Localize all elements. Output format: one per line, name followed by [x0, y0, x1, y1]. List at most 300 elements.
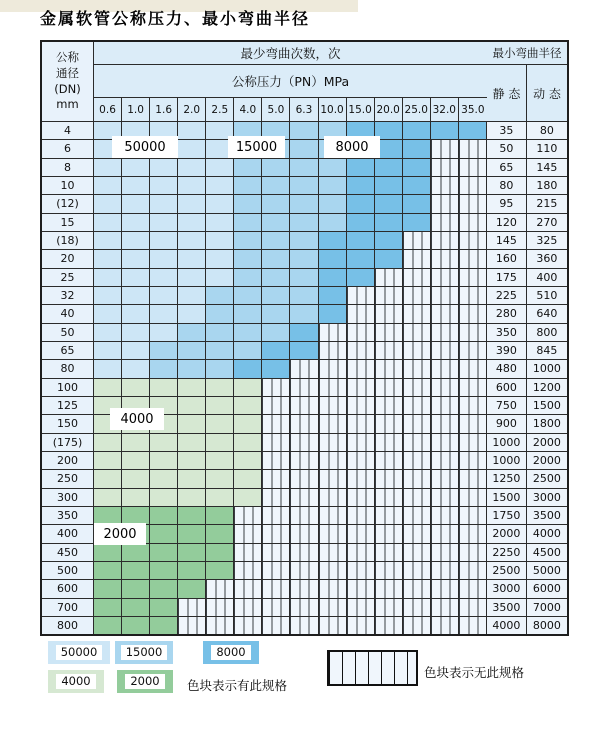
- static-radius-cell: 900: [487, 415, 527, 432]
- table-row: [42, 452, 567, 470]
- spec-cell: [122, 305, 150, 322]
- spec-cell: [150, 379, 178, 396]
- static-radius-cell: 3000: [487, 580, 527, 597]
- spec-cell: [290, 269, 318, 286]
- no-spec-cell: [262, 452, 290, 469]
- dynamic-radius-cell: 6000: [527, 580, 567, 597]
- dn-cell: (175): [42, 434, 94, 451]
- dynamic-radius-cell: 360: [527, 250, 567, 267]
- spec-cell: [94, 470, 122, 487]
- no-spec-cell: [459, 140, 487, 157]
- no-spec-cell: [347, 544, 375, 561]
- no-spec-cell: [234, 617, 262, 634]
- spec-cell: [234, 397, 262, 414]
- table-row: [42, 470, 567, 488]
- no-spec-cell: [459, 269, 487, 286]
- table-row: [42, 489, 567, 507]
- spec-cell: [262, 324, 290, 341]
- table-row: [42, 360, 567, 378]
- spec-cell: [206, 397, 234, 414]
- spec-cell: [206, 305, 234, 322]
- spec-cell: [150, 617, 178, 634]
- no-spec-cell: [403, 525, 431, 542]
- static-radius-cell: 120: [487, 214, 527, 231]
- spec-cell: [234, 452, 262, 469]
- no-spec-cell: [403, 470, 431, 487]
- spec-cell: [206, 360, 234, 377]
- table-header: [42, 42, 567, 122]
- spec-cell: [178, 397, 206, 414]
- no-spec-cell: [319, 525, 347, 542]
- pressure-tick: 25.0: [403, 98, 431, 121]
- spec-cell: [206, 415, 234, 432]
- bend-count-label: 50000: [112, 136, 178, 158]
- no-spec-cell: [431, 415, 459, 432]
- spec-cell: [234, 250, 262, 267]
- table-row: [42, 250, 567, 268]
- no-spec-cell: [459, 214, 487, 231]
- no-spec-cell: [375, 470, 403, 487]
- table-row: [42, 287, 567, 305]
- no-spec-cell: [403, 489, 431, 506]
- spec-cell: [290, 232, 318, 249]
- spec-cell: [150, 214, 178, 231]
- no-spec-cell: [347, 562, 375, 579]
- dynamic-radius-cell: 80: [527, 122, 567, 139]
- no-spec-cell: [347, 580, 375, 597]
- no-spec-cell: [234, 580, 262, 597]
- no-spec-cell: [319, 562, 347, 579]
- no-spec-cell: [319, 360, 347, 377]
- table-row: [42, 342, 567, 360]
- bend-count-label: 2000: [94, 523, 146, 545]
- spec-cell: [234, 287, 262, 304]
- no-spec-cell: [234, 544, 262, 561]
- spec-cell: [234, 269, 262, 286]
- static-radius-cell: 160: [487, 250, 527, 267]
- spec-cell: [94, 617, 122, 634]
- no-spec-cell: [459, 617, 487, 634]
- static-radius-cell: 1500: [487, 489, 527, 506]
- legend-swatch-label: 2000: [125, 674, 164, 690]
- spec-cell: [234, 342, 262, 359]
- no-spec-cell: [375, 287, 403, 304]
- spec-cell: [347, 250, 375, 267]
- static-radius-cell: 390: [487, 342, 527, 359]
- no-spec-cell: [459, 159, 487, 176]
- spec-cell: [290, 342, 318, 359]
- spec-cell: [178, 214, 206, 231]
- spec-cell: [290, 195, 318, 212]
- spec-cell: [94, 379, 122, 396]
- no-spec-cell: [459, 360, 487, 377]
- dynamic-radius-cell: 1500: [527, 397, 567, 414]
- spec-cell: [206, 507, 234, 524]
- no-spec-cell: [459, 379, 487, 396]
- pressure-tick: 1.6: [150, 98, 178, 121]
- dynamic-radius-cell: 7000: [527, 599, 567, 616]
- spec-cell: [234, 489, 262, 506]
- spec-cell: [403, 177, 431, 194]
- spec-cell: [150, 269, 178, 286]
- dn-cell: 8: [42, 159, 94, 176]
- static-radius-cell: 3500: [487, 599, 527, 616]
- dn-cell: 800: [42, 617, 94, 634]
- spec-cell: [94, 177, 122, 194]
- pressure-tick: 32.0: [431, 98, 459, 121]
- pressure-tick: 0.6: [94, 98, 122, 121]
- spec-cell: [178, 379, 206, 396]
- no-spec-cell: [290, 562, 318, 579]
- table-row: [42, 580, 567, 598]
- radius-header-group: [487, 42, 567, 121]
- spec-cell: [290, 140, 318, 157]
- dn-header-line: (DN): [54, 81, 81, 96]
- no-spec-cell: [290, 452, 318, 469]
- spec-cell: [94, 250, 122, 267]
- dynamic-radius-cell: 8000: [527, 617, 567, 634]
- dn-cell: 32: [42, 287, 94, 304]
- no-spec-cell: [431, 342, 459, 359]
- spec-cell: [94, 287, 122, 304]
- dn-header-cell: [42, 42, 94, 121]
- no-spec-cell: [403, 397, 431, 414]
- spec-cell: [178, 250, 206, 267]
- spec-cell: [206, 379, 234, 396]
- dn-cell: 100: [42, 379, 94, 396]
- spec-cell: [234, 232, 262, 249]
- spec-cell: [150, 250, 178, 267]
- spec-cell: [178, 269, 206, 286]
- no-spec-cell: [262, 379, 290, 396]
- dn-cell: (18): [42, 232, 94, 249]
- dn-cell: 10: [42, 177, 94, 194]
- no-spec-cell: [319, 379, 347, 396]
- spec-cell: [94, 580, 122, 597]
- spec-cell: [122, 470, 150, 487]
- spec-cell: [206, 250, 234, 267]
- spec-cell: [347, 214, 375, 231]
- table-row: [42, 434, 567, 452]
- no-spec-cell: [319, 617, 347, 634]
- no-spec-cell: [375, 599, 403, 616]
- static-header: 静 态: [487, 65, 527, 121]
- dynamic-radius-cell: 110: [527, 140, 567, 157]
- spec-cell: [94, 489, 122, 506]
- pressure-tick: 1.0: [122, 98, 150, 121]
- spec-table: [40, 40, 569, 636]
- spec-cell: [234, 305, 262, 322]
- no-spec-cell: [290, 415, 318, 432]
- spec-cell: [178, 342, 206, 359]
- dynamic-radius-cell: 510: [527, 287, 567, 304]
- spec-cell: [206, 269, 234, 286]
- spec-cell: [319, 195, 347, 212]
- spec-cell: [178, 305, 206, 322]
- pressure-tick: 4.0: [234, 98, 262, 121]
- spec-cell: [150, 195, 178, 212]
- no-spec-cell: [347, 324, 375, 341]
- no-spec-cell: [347, 489, 375, 506]
- no-spec-cell: [290, 379, 318, 396]
- spec-cell: [262, 360, 290, 377]
- no-spec-cell: [375, 379, 403, 396]
- static-radius-cell: 2500: [487, 562, 527, 579]
- spec-cell: [431, 122, 459, 139]
- spec-cell: [122, 379, 150, 396]
- no-spec-cell: [403, 287, 431, 304]
- no-spec-cell: [459, 232, 487, 249]
- no-spec-cell: [459, 452, 487, 469]
- spec-cell: [178, 287, 206, 304]
- no-spec-cell: [347, 342, 375, 359]
- spec-cell: [178, 360, 206, 377]
- no-spec-cell: [431, 434, 459, 451]
- static-radius-cell: 1000: [487, 434, 527, 451]
- spec-cell: [94, 342, 122, 359]
- no-spec-cell: [347, 287, 375, 304]
- spec-cell: [319, 250, 347, 267]
- no-spec-cell: [319, 452, 347, 469]
- spec-cell: [206, 232, 234, 249]
- legend-no-spec-caption: 色块表示无此规格: [424, 665, 525, 680]
- dn-cell: 20: [42, 250, 94, 267]
- no-spec-cell: [347, 525, 375, 542]
- spec-cell: [178, 122, 206, 139]
- spec-cell: [122, 269, 150, 286]
- dn-cell: 40: [42, 305, 94, 322]
- legend-swatch-label: 50000: [56, 645, 103, 661]
- spec-cell: [375, 232, 403, 249]
- spec-cell: [262, 177, 290, 194]
- dn-cell: 400: [42, 525, 94, 542]
- no-spec-cell: [375, 305, 403, 322]
- dynamic-radius-cell: 3500: [527, 507, 567, 524]
- table-row: [42, 379, 567, 397]
- spec-cell: [178, 324, 206, 341]
- no-spec-cell: [431, 599, 459, 616]
- no-spec-cell: [431, 177, 459, 194]
- spec-cell: [290, 122, 318, 139]
- no-spec-cell: [459, 305, 487, 322]
- spec-cell: [234, 470, 262, 487]
- no-spec-cell: [206, 580, 234, 597]
- spec-cell: [262, 214, 290, 231]
- spec-cell: [234, 434, 262, 451]
- no-spec-cell: [262, 415, 290, 432]
- dn-cell: 4: [42, 122, 94, 139]
- spec-cell: [122, 544, 150, 561]
- no-spec-cell: [262, 580, 290, 597]
- no-spec-cell: [375, 415, 403, 432]
- dn-cell: 80: [42, 360, 94, 377]
- no-spec-cell: [431, 580, 459, 597]
- pressure-tick: 5.0: [262, 98, 290, 121]
- spec-cell: [206, 489, 234, 506]
- no-spec-cell: [459, 195, 487, 212]
- no-spec-cell: [262, 617, 290, 634]
- spec-cell: [206, 214, 234, 231]
- spec-cell: [150, 489, 178, 506]
- spec-cell: [262, 195, 290, 212]
- no-spec-cell: [262, 507, 290, 524]
- spec-cell: [262, 342, 290, 359]
- no-spec-cell: [459, 434, 487, 451]
- no-spec-cell: [290, 525, 318, 542]
- no-spec-cell: [459, 324, 487, 341]
- spec-cell: [178, 507, 206, 524]
- table-row: [42, 177, 567, 195]
- spec-cell: [290, 214, 318, 231]
- spec-cell: [150, 580, 178, 597]
- spec-cell: [94, 269, 122, 286]
- no-spec-cell: [347, 452, 375, 469]
- no-spec-cell: [431, 324, 459, 341]
- dynamic-radius-cell: 1800: [527, 415, 567, 432]
- no-spec-cell: [431, 617, 459, 634]
- spec-cell: [94, 159, 122, 176]
- spec-cell: [122, 287, 150, 304]
- spec-cell: [206, 470, 234, 487]
- static-radius-cell: 35: [487, 122, 527, 139]
- no-spec-cell: [375, 324, 403, 341]
- static-radius-cell: 4000: [487, 617, 527, 634]
- dn-header-line: mm: [56, 97, 79, 112]
- no-spec-cell: [459, 599, 487, 616]
- dynamic-radius-cell: 4000: [527, 525, 567, 542]
- spec-cell: [319, 177, 347, 194]
- spec-cell: [122, 324, 150, 341]
- no-spec-cell: [319, 470, 347, 487]
- no-spec-cell: [431, 489, 459, 506]
- no-spec-cell: [403, 617, 431, 634]
- dn-cell: 450: [42, 544, 94, 561]
- bend-count-label: 4000: [110, 408, 164, 430]
- spec-cell: [94, 324, 122, 341]
- no-spec-cell: [403, 415, 431, 432]
- no-spec-cell: [431, 379, 459, 396]
- spec-cell: [150, 470, 178, 487]
- table-row: [42, 159, 567, 177]
- dn-cell: 700: [42, 599, 94, 616]
- spec-cell: [178, 544, 206, 561]
- dynamic-radius-cell: 325: [527, 232, 567, 249]
- spec-cell: [150, 544, 178, 561]
- no-spec-cell: [403, 232, 431, 249]
- spec-cell: [234, 415, 262, 432]
- no-spec-cell: [431, 232, 459, 249]
- static-radius-cell: 1750: [487, 507, 527, 524]
- dynamic-header: 动 态: [533, 86, 561, 101]
- bend-count-label: 15000: [228, 136, 285, 158]
- no-spec-cell: [403, 342, 431, 359]
- no-spec-cell: [403, 580, 431, 597]
- spec-cell: [94, 305, 122, 322]
- spec-cell: [206, 324, 234, 341]
- spec-cell: [94, 195, 122, 212]
- no-spec-cell: [262, 562, 290, 579]
- no-spec-cell: [375, 397, 403, 414]
- spec-cell: [122, 177, 150, 194]
- legend-swatch-label: 8000: [211, 645, 250, 661]
- spec-cell: [94, 507, 122, 524]
- static-radius-cell: 1000: [487, 452, 527, 469]
- spec-cell: [375, 214, 403, 231]
- dynamic-radius-cell: 2000: [527, 434, 567, 451]
- no-spec-cell: [375, 562, 403, 579]
- spec-cell: [234, 177, 262, 194]
- no-spec-cell: [431, 159, 459, 176]
- spec-cell: [262, 232, 290, 249]
- spec-cell: [94, 214, 122, 231]
- spec-cell: [262, 305, 290, 322]
- legend-swatch: [117, 670, 173, 693]
- no-spec-cell: [459, 342, 487, 359]
- dynamic-radius-cell: 400: [527, 269, 567, 286]
- spec-cell: [347, 269, 375, 286]
- no-spec-cell: [206, 617, 234, 634]
- no-spec-cell: [319, 580, 347, 597]
- spec-cell: [150, 232, 178, 249]
- spec-cell: [150, 525, 178, 542]
- no-spec-cell: [290, 507, 318, 524]
- spec-cell: [150, 360, 178, 377]
- table-row: [42, 214, 567, 232]
- table-row: [42, 195, 567, 213]
- no-spec-cell: [262, 599, 290, 616]
- table-row: [42, 617, 567, 634]
- no-spec-cell: [375, 544, 403, 561]
- spec-cell: [347, 177, 375, 194]
- spec-cell: [150, 599, 178, 616]
- table-body: [42, 122, 567, 634]
- spec-cell: [122, 195, 150, 212]
- spec-cell: [150, 342, 178, 359]
- static-radius-cell: 95: [487, 195, 527, 212]
- spec-cell: [234, 324, 262, 341]
- spec-cell: [206, 159, 234, 176]
- dynamic-radius-cell: 845: [527, 342, 567, 359]
- no-spec-cell: [319, 507, 347, 524]
- static-dynamic-row: [487, 65, 567, 121]
- spec-cell: [375, 250, 403, 267]
- spec-cell: [375, 159, 403, 176]
- bend-cycles-header-group: [94, 42, 487, 121]
- no-spec-cell: [403, 250, 431, 267]
- spec-cell: [262, 287, 290, 304]
- no-spec-cell: [347, 360, 375, 377]
- table-row: [42, 232, 567, 250]
- no-spec-cell: [375, 269, 403, 286]
- no-spec-cell: [234, 525, 262, 542]
- dynamic-radius-cell: 180: [527, 177, 567, 194]
- static-radius-cell: 65: [487, 159, 527, 176]
- spec-cell: [206, 434, 234, 451]
- no-spec-cell: [178, 599, 206, 616]
- spec-cell: [206, 562, 234, 579]
- dn-cell: (12): [42, 195, 94, 212]
- pressure-header: 公称压力（PN）MPa: [94, 65, 487, 98]
- no-spec-cell: [347, 434, 375, 451]
- spec-cell: [206, 177, 234, 194]
- no-spec-cell: [262, 544, 290, 561]
- spec-cell: [150, 177, 178, 194]
- no-spec-cell: [403, 305, 431, 322]
- spec-cell: [290, 159, 318, 176]
- spec-cell: [262, 269, 290, 286]
- no-spec-cell: [459, 470, 487, 487]
- spec-cell: [94, 434, 122, 451]
